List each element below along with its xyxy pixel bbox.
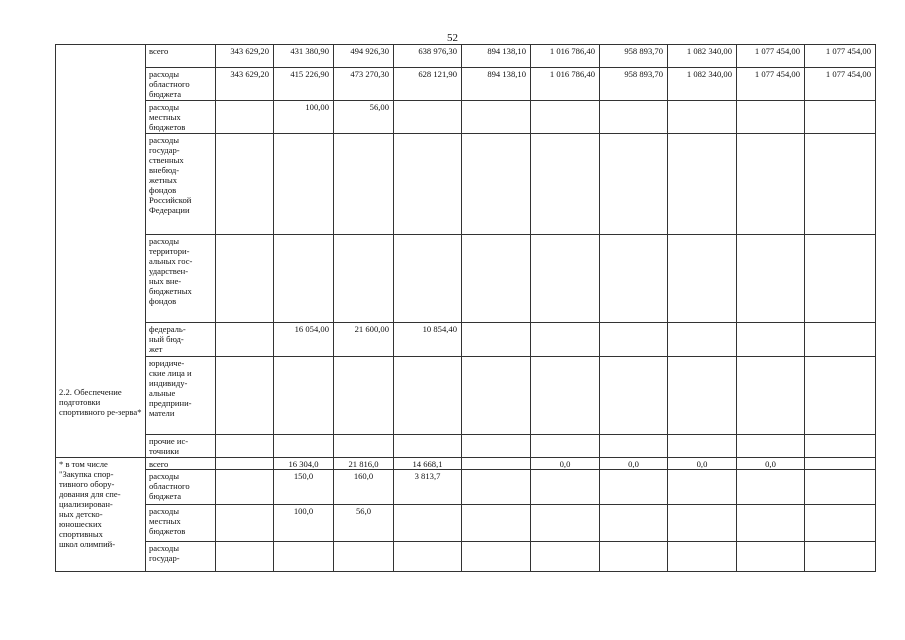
value-cell (805, 101, 876, 134)
value-cell (274, 134, 334, 235)
value-cell (394, 505, 462, 542)
value-cell (531, 505, 600, 542)
value-cell (216, 470, 274, 505)
row-label: расходы государ- ственных внебюд- жетных фондов Российской Федерации (146, 134, 216, 235)
value-cell (668, 505, 737, 542)
value-cell: 21 600,00 (334, 323, 394, 357)
value-cell: 1 077 454,00 (737, 45, 805, 68)
value-cell: 160,0 (334, 470, 394, 505)
value-cell (668, 542, 737, 572)
value-cell (600, 101, 668, 134)
value-cell: 3 813,7 (394, 470, 462, 505)
value-cell: 0,0 (737, 458, 805, 470)
value-cell: 56,0 (334, 505, 394, 542)
page-number: 52 (447, 32, 458, 44)
value-cell (805, 470, 876, 505)
row-label: расходы областного бюджета (146, 470, 216, 505)
value-cell (668, 357, 737, 435)
row-label: всего (146, 458, 216, 470)
row-label: расходы местных бюджетов (146, 505, 216, 542)
value-cell: 21 816,0 (334, 458, 394, 470)
table-row (56, 357, 876, 435)
row-label: всего (146, 45, 216, 68)
value-cell (737, 435, 805, 458)
section-title: 2.2. Обеспечение подготовки спортивного ре-зерва* (56, 45, 146, 458)
table-row (56, 45, 876, 68)
row-label: расходы территори- альных гос- ударствен- ных вне- бюджетных фондов (146, 235, 216, 323)
table-row (56, 542, 876, 572)
table-row (56, 435, 876, 458)
budget-table (55, 44, 876, 572)
table-row (56, 101, 876, 134)
value-cell: 415 226,90 (274, 68, 334, 101)
value-cell (216, 458, 274, 470)
value-cell (462, 101, 531, 134)
value-cell (462, 435, 531, 458)
value-cell (462, 458, 531, 470)
value-cell: 473 270,30 (334, 68, 394, 101)
value-cell (274, 542, 334, 572)
value-cell (668, 470, 737, 505)
value-cell (600, 470, 668, 505)
value-cell (668, 101, 737, 134)
value-cell (737, 235, 805, 323)
value-cell: 0,0 (600, 458, 668, 470)
value-cell: 431 380,90 (274, 45, 334, 68)
value-cell (462, 357, 531, 435)
value-cell (334, 235, 394, 323)
value-cell: 0,0 (531, 458, 600, 470)
value-cell (216, 134, 274, 235)
value-cell (805, 542, 876, 572)
value-cell (394, 357, 462, 435)
value-cell (668, 323, 737, 357)
value-cell: 56,00 (334, 101, 394, 134)
value-cell (334, 435, 394, 458)
value-cell: 638 976,30 (394, 45, 462, 68)
value-cell (334, 542, 394, 572)
value-cell (600, 505, 668, 542)
value-cell: 16 304,0 (274, 458, 334, 470)
value-cell (737, 470, 805, 505)
value-cell (462, 542, 531, 572)
value-cell: 10 854,40 (394, 323, 462, 357)
value-cell: 1 016 786,40 (531, 68, 600, 101)
value-cell (462, 470, 531, 505)
value-cell (462, 323, 531, 357)
value-cell: 1 077 454,00 (805, 45, 876, 68)
value-cell (805, 458, 876, 470)
value-cell (462, 235, 531, 323)
value-cell (216, 101, 274, 134)
value-cell: 100,0 (274, 505, 334, 542)
value-cell: 0,0 (668, 458, 737, 470)
value-cell (216, 357, 274, 435)
value-cell: 894 138,10 (462, 45, 531, 68)
value-cell (737, 323, 805, 357)
value-cell (216, 235, 274, 323)
value-cell (394, 542, 462, 572)
value-cell (334, 357, 394, 435)
value-cell (600, 542, 668, 572)
value-cell: 1 077 454,00 (805, 68, 876, 101)
value-cell (531, 101, 600, 134)
value-cell (531, 357, 600, 435)
value-cell: 343 629,20 (216, 45, 274, 68)
value-cell (531, 542, 600, 572)
section-title: * в том числе "Закупка спор- тивного обору- дования для спе- циализирован- ных детско- юношеских спортивных школ олимпий- (56, 458, 146, 572)
value-cell (394, 134, 462, 235)
value-cell (805, 357, 876, 435)
value-cell (531, 235, 600, 323)
value-cell (805, 505, 876, 542)
row-label: федераль- ный бюд- жет (146, 323, 216, 357)
value-cell (531, 323, 600, 357)
value-cell (462, 505, 531, 542)
row-label: юридиче- ские лица и индивиду- альные предприни- матели (146, 357, 216, 435)
table-row (56, 68, 876, 101)
value-cell (216, 542, 274, 572)
value-cell (274, 357, 334, 435)
value-cell: 1 082 340,00 (668, 45, 737, 68)
value-cell (531, 470, 600, 505)
value-cell: 1 016 786,40 (531, 45, 600, 68)
value-cell (600, 134, 668, 235)
value-cell (668, 435, 737, 458)
value-cell (737, 542, 805, 572)
value-cell (216, 505, 274, 542)
value-cell (394, 101, 462, 134)
value-cell (805, 323, 876, 357)
row-label: расходы областного бюджета (146, 68, 216, 101)
value-cell (600, 323, 668, 357)
table-row (56, 134, 876, 235)
value-cell: 958 893,70 (600, 45, 668, 68)
value-cell (274, 435, 334, 458)
value-cell (805, 235, 876, 323)
table-row (56, 505, 876, 542)
value-cell: 100,00 (274, 101, 334, 134)
value-cell (394, 435, 462, 458)
value-cell (531, 435, 600, 458)
value-cell (394, 235, 462, 323)
value-cell (600, 435, 668, 458)
table-row (56, 323, 876, 357)
value-cell (668, 134, 737, 235)
value-cell (737, 505, 805, 542)
table-row (56, 470, 876, 505)
value-cell (805, 435, 876, 458)
value-cell (600, 235, 668, 323)
value-cell (600, 357, 668, 435)
value-cell (462, 134, 531, 235)
value-cell: 150,0 (274, 470, 334, 505)
value-cell: 1 082 340,00 (668, 68, 737, 101)
value-cell: 628 121,90 (394, 68, 462, 101)
value-cell: 16 054,00 (274, 323, 334, 357)
value-cell: 1 077 454,00 (737, 68, 805, 101)
value-cell (737, 357, 805, 435)
value-cell (274, 235, 334, 323)
value-cell: 894 138,10 (462, 68, 531, 101)
table-row (56, 235, 876, 323)
value-cell (216, 435, 274, 458)
value-cell (737, 134, 805, 235)
value-cell: 494 926,30 (334, 45, 394, 68)
row-label: расходы местных бюджетов (146, 101, 216, 134)
table-row (56, 458, 876, 470)
value-cell (216, 323, 274, 357)
value-cell: 343 629,20 (216, 68, 274, 101)
value-cell (737, 101, 805, 134)
row-label: прочие ис- точники (146, 435, 216, 458)
value-cell (334, 134, 394, 235)
value-cell: 14 668,1 (394, 458, 462, 470)
row-label: расходы государ- (146, 542, 216, 572)
value-cell (531, 134, 600, 235)
value-cell: 958 893,70 (600, 68, 668, 101)
value-cell (805, 134, 876, 235)
value-cell (668, 235, 737, 323)
